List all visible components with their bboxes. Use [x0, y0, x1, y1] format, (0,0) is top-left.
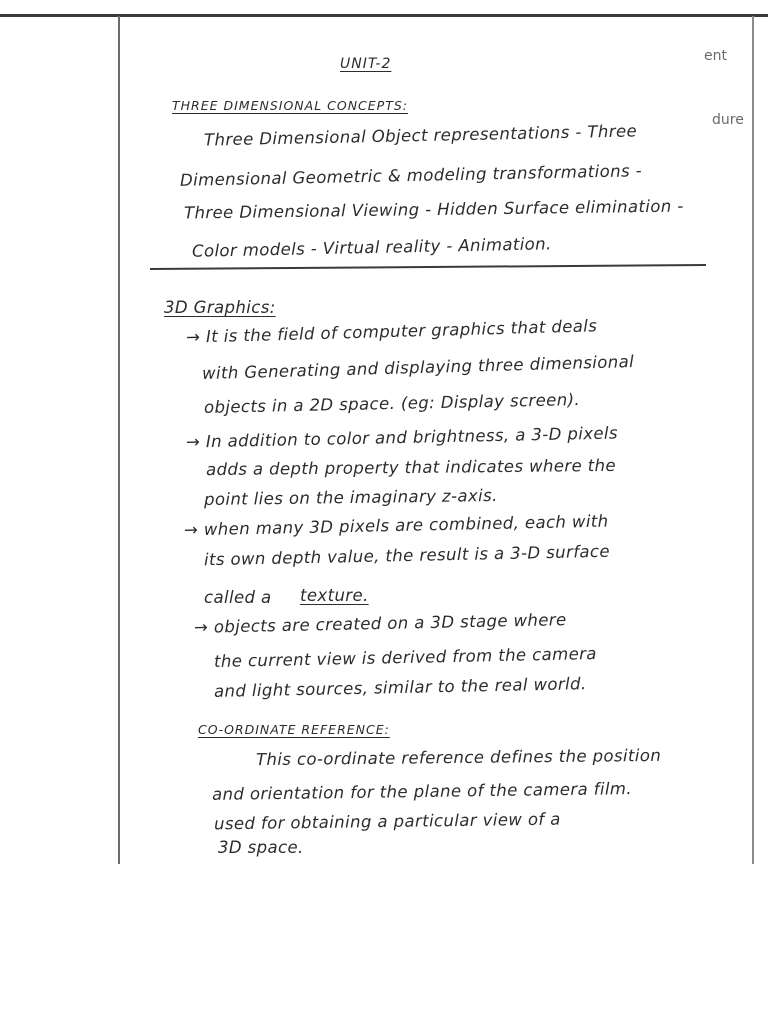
text-line: → when many 3D pixels are combined, each with	[183, 511, 609, 540]
unit-heading: UNIT-2	[340, 56, 392, 72]
top-edge-line	[0, 14, 768, 17]
text-line: → It is the field of computer graphics that deals	[185, 316, 598, 347]
text-line: used for obtaining a particular view of a	[213, 809, 561, 834]
section-title-3d-graphics: 3D Graphics:	[164, 298, 276, 317]
text-line: Dimensional Geometric & modeling transformations -	[179, 161, 643, 190]
text-line: This co-ordinate reference defines the position	[255, 745, 662, 770]
text-line: Three Dimensional Object representations - Three	[203, 121, 638, 150]
text-line: → In addition to color and brightness, a 3-D pixels	[185, 423, 619, 452]
text-line: Color models - Virtual reality - Animation.	[191, 234, 552, 261]
text-line: with Generating and displaying three dimensional	[201, 351, 635, 384]
texture-term: texture.	[300, 586, 369, 605]
left-margin-line	[118, 16, 120, 864]
text-line: called a	[204, 588, 272, 607]
text-line: and orientation for the plane of the camera film.	[211, 779, 633, 804]
text-line: adds a depth property that indicates where the	[205, 455, 617, 480]
text-line: Three Dimensional Viewing - Hidden Surface elimination -	[183, 196, 684, 223]
text-line: 3D space.	[218, 838, 304, 857]
text-line: its own depth value, the result is a 3-D surface	[203, 541, 611, 570]
text-line: the current view is derived from the camera	[213, 643, 598, 672]
margin-fragment-right: dure	[712, 112, 744, 128]
text-line: objects in a 2D space. (eg: Display screen).	[203, 390, 581, 417]
text-line: and light sources, similar to the real world.	[213, 674, 587, 701]
text-line: → objects are created on a 3D stage where	[193, 610, 567, 637]
right-margin-line	[752, 16, 754, 864]
section-title-three-dimensional-concepts: THREE DIMENSIONAL CONCEPTS:	[172, 98, 408, 113]
section-title-coordinate-reference: CO-ORDINATE REFERENCE:	[198, 722, 390, 737]
section-divider	[150, 264, 706, 270]
margin-fragment-top: ent	[704, 48, 727, 64]
text-line: point lies on the imaginary z-axis.	[203, 485, 498, 510]
